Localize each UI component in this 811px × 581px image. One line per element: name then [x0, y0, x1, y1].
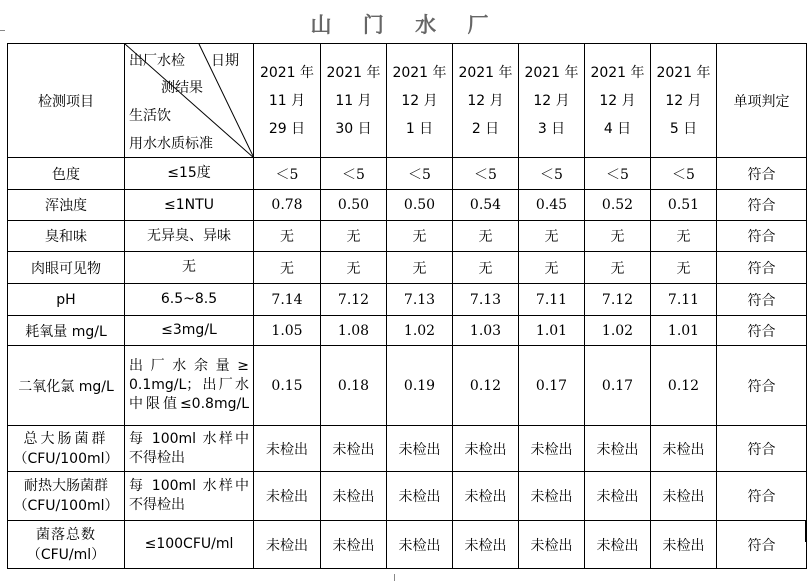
standard-cell: ≤1NTU	[125, 190, 254, 221]
item-cell: 总大肠菌群 （CFU/100ml）	[8, 426, 125, 472]
value-cell: 0.51	[651, 190, 717, 221]
table-row	[8, 221, 807, 252]
table-body	[8, 44, 807, 569]
water-quality-table	[7, 43, 807, 569]
value-cell: 无	[387, 252, 453, 284]
value-cell: 无	[254, 252, 321, 284]
verdict-cell: 符合	[717, 158, 807, 190]
value-cell: 未检出	[387, 521, 453, 569]
value-cell: 未检出	[387, 472, 453, 521]
item-cell: 浑浊度	[8, 190, 125, 221]
date-header: 2021 年 12 月 1 日	[387, 44, 453, 158]
value-cell: 无	[453, 221, 519, 252]
item-cell: 菌落总数 （CFU/ml）	[8, 521, 125, 569]
table-row	[8, 158, 807, 190]
verdict-cell: 符合	[717, 472, 807, 521]
verdict-cell: 符合	[717, 221, 807, 252]
value-cell: 未检出	[585, 472, 651, 521]
value-cell: 0.18	[321, 346, 387, 426]
table-row	[8, 284, 807, 316]
value-cell: 0.12	[453, 346, 519, 426]
value-cell: ＜5	[585, 158, 651, 190]
table-row	[8, 252, 807, 284]
value-cell: 未检出	[651, 472, 717, 521]
standard-cell: ≤15度	[125, 158, 254, 190]
value-cell: 0.50	[387, 190, 453, 221]
value-cell: 1.01	[651, 316, 717, 346]
value-cell: ＜5	[254, 158, 321, 190]
value-cell: 7.12	[321, 284, 387, 316]
value-cell: 无	[585, 221, 651, 252]
diag-label-bottom-1: 生活饮	[129, 108, 171, 124]
value-cell: 1.03	[453, 316, 519, 346]
standard-cell: 无异臭、异味	[125, 221, 254, 252]
value-cell: 7.11	[651, 284, 717, 316]
verdict-header: 单项判定	[717, 44, 807, 158]
value-cell: 未检出	[254, 472, 321, 521]
value-cell: 未检出	[453, 521, 519, 569]
table-row	[8, 316, 807, 346]
verdict-cell: 符合	[717, 521, 807, 569]
diagonal-header-cell	[125, 44, 254, 158]
standard-cell: ≤3mg/L	[125, 316, 254, 346]
value-cell: 未检出	[254, 521, 321, 569]
value-cell: 无	[519, 221, 585, 252]
value-cell: 1.05	[254, 316, 321, 346]
value-cell: ＜5	[519, 158, 585, 190]
standard-cell: 无	[125, 252, 254, 284]
value-cell: 未检出	[651, 521, 717, 569]
value-cell: 未检出	[453, 472, 519, 521]
value-cell: 0.17	[519, 346, 585, 426]
table-row	[8, 190, 807, 221]
diag-label-bottom-2: 用水水质标准	[129, 136, 213, 152]
value-cell: 无	[321, 252, 387, 284]
verdict-cell: 符合	[717, 284, 807, 316]
diag-label-top-left: 出厂水检	[129, 53, 185, 69]
value-cell: 未检出	[453, 426, 519, 472]
page-edge-mark	[805, 520, 807, 542]
table-row	[8, 521, 807, 569]
item-cell: 臭和味	[8, 221, 125, 252]
page-title: 山 门 水 厂	[310, 13, 501, 37]
value-cell: 7.12	[585, 284, 651, 316]
value-cell: 0.78	[254, 190, 321, 221]
item-cell: 色度	[8, 158, 125, 190]
table-row	[8, 472, 807, 521]
value-cell: 未检出	[585, 426, 651, 472]
value-cell: 未检出	[651, 426, 717, 472]
verdict-cell: 符合	[717, 426, 807, 472]
value-cell: 0.19	[387, 346, 453, 426]
value-cell: 1.02	[585, 316, 651, 346]
value-cell: 0.45	[519, 190, 585, 221]
value-cell: ＜5	[453, 158, 519, 190]
value-cell: 0.50	[321, 190, 387, 221]
value-cell: 未检出	[321, 472, 387, 521]
page-corner-mark	[0, 30, 5, 31]
verdict-cell: 符合	[717, 190, 807, 221]
value-cell: 无	[453, 252, 519, 284]
date-header: 2021 年 12 月 5 日	[651, 44, 717, 158]
value-cell: 无	[321, 221, 387, 252]
date-header: 2021 年 12 月 3 日	[519, 44, 585, 158]
value-cell: 无	[585, 252, 651, 284]
value-cell: 未检出	[519, 521, 585, 569]
value-cell: 7.11	[519, 284, 585, 316]
value-cell: 未检出	[519, 472, 585, 521]
value-cell: 7.13	[387, 284, 453, 316]
value-cell: 未检出	[254, 426, 321, 472]
value-cell: 无	[387, 221, 453, 252]
value-cell: 0.15	[254, 346, 321, 426]
verdict-cell: 符合	[717, 346, 807, 426]
value-cell: 1.02	[387, 316, 453, 346]
value-cell: 未检出	[321, 426, 387, 472]
standard-cell: 6.5~8.5	[125, 284, 254, 316]
value-cell: 7.14	[254, 284, 321, 316]
value-cell: 无	[651, 252, 717, 284]
diag-label-mid: 测结果	[161, 80, 203, 96]
value-cell: 无	[254, 221, 321, 252]
value-cell: 7.13	[453, 284, 519, 316]
value-cell: 未检出	[519, 426, 585, 472]
value-cell: ＜5	[321, 158, 387, 190]
item-cell: pH	[8, 284, 125, 316]
table-row	[8, 426, 807, 472]
value-cell: ＜5	[387, 158, 453, 190]
value-cell: 0.12	[651, 346, 717, 426]
item-cell: 二氧化氯 mg/L	[8, 346, 125, 426]
verdict-cell: 符合	[717, 252, 807, 284]
item-cell: 肉眼可见物	[8, 252, 125, 284]
item-header: 检测项目	[8, 44, 125, 158]
value-cell: 0.17	[585, 346, 651, 426]
item-cell: 耐热大肠菌群 （CFU/100ml）	[8, 472, 125, 521]
date-header: 2021 年 11 月 30 日	[321, 44, 387, 158]
value-cell: 未检出	[387, 426, 453, 472]
value-cell: 未检出	[321, 521, 387, 569]
header-row	[8, 44, 807, 158]
date-header: 2021 年 12 月 4 日	[585, 44, 651, 158]
value-cell: 0.52	[585, 190, 651, 221]
date-header: 2021 年 12 月 2 日	[453, 44, 519, 158]
standard-cell: 出厂水余量≥ 0.1mg/L；出厂水 中限值≤0.8mg/L	[125, 346, 254, 426]
table-row	[8, 346, 807, 426]
standard-cell: ≤100CFU/ml	[125, 521, 254, 569]
date-header: 2021 年 11 月 29 日	[254, 44, 321, 158]
value-cell: 未检出	[585, 521, 651, 569]
standard-cell: 每 100ml 水样中 不得检出	[125, 426, 254, 472]
verdict-cell: 符合	[717, 316, 807, 346]
value-cell: 无	[651, 221, 717, 252]
value-cell: 0.54	[453, 190, 519, 221]
diag-label-top-right: 日期	[211, 53, 239, 69]
value-cell: 1.08	[321, 316, 387, 346]
value-cell: 1.01	[519, 316, 585, 346]
page-bottom-mark	[394, 574, 395, 581]
value-cell: 无	[519, 252, 585, 284]
item-cell: 耗氧量 mg/L	[8, 316, 125, 346]
standard-cell: 每 100ml 水样中 不得检出	[125, 472, 254, 521]
value-cell: ＜5	[651, 158, 717, 190]
